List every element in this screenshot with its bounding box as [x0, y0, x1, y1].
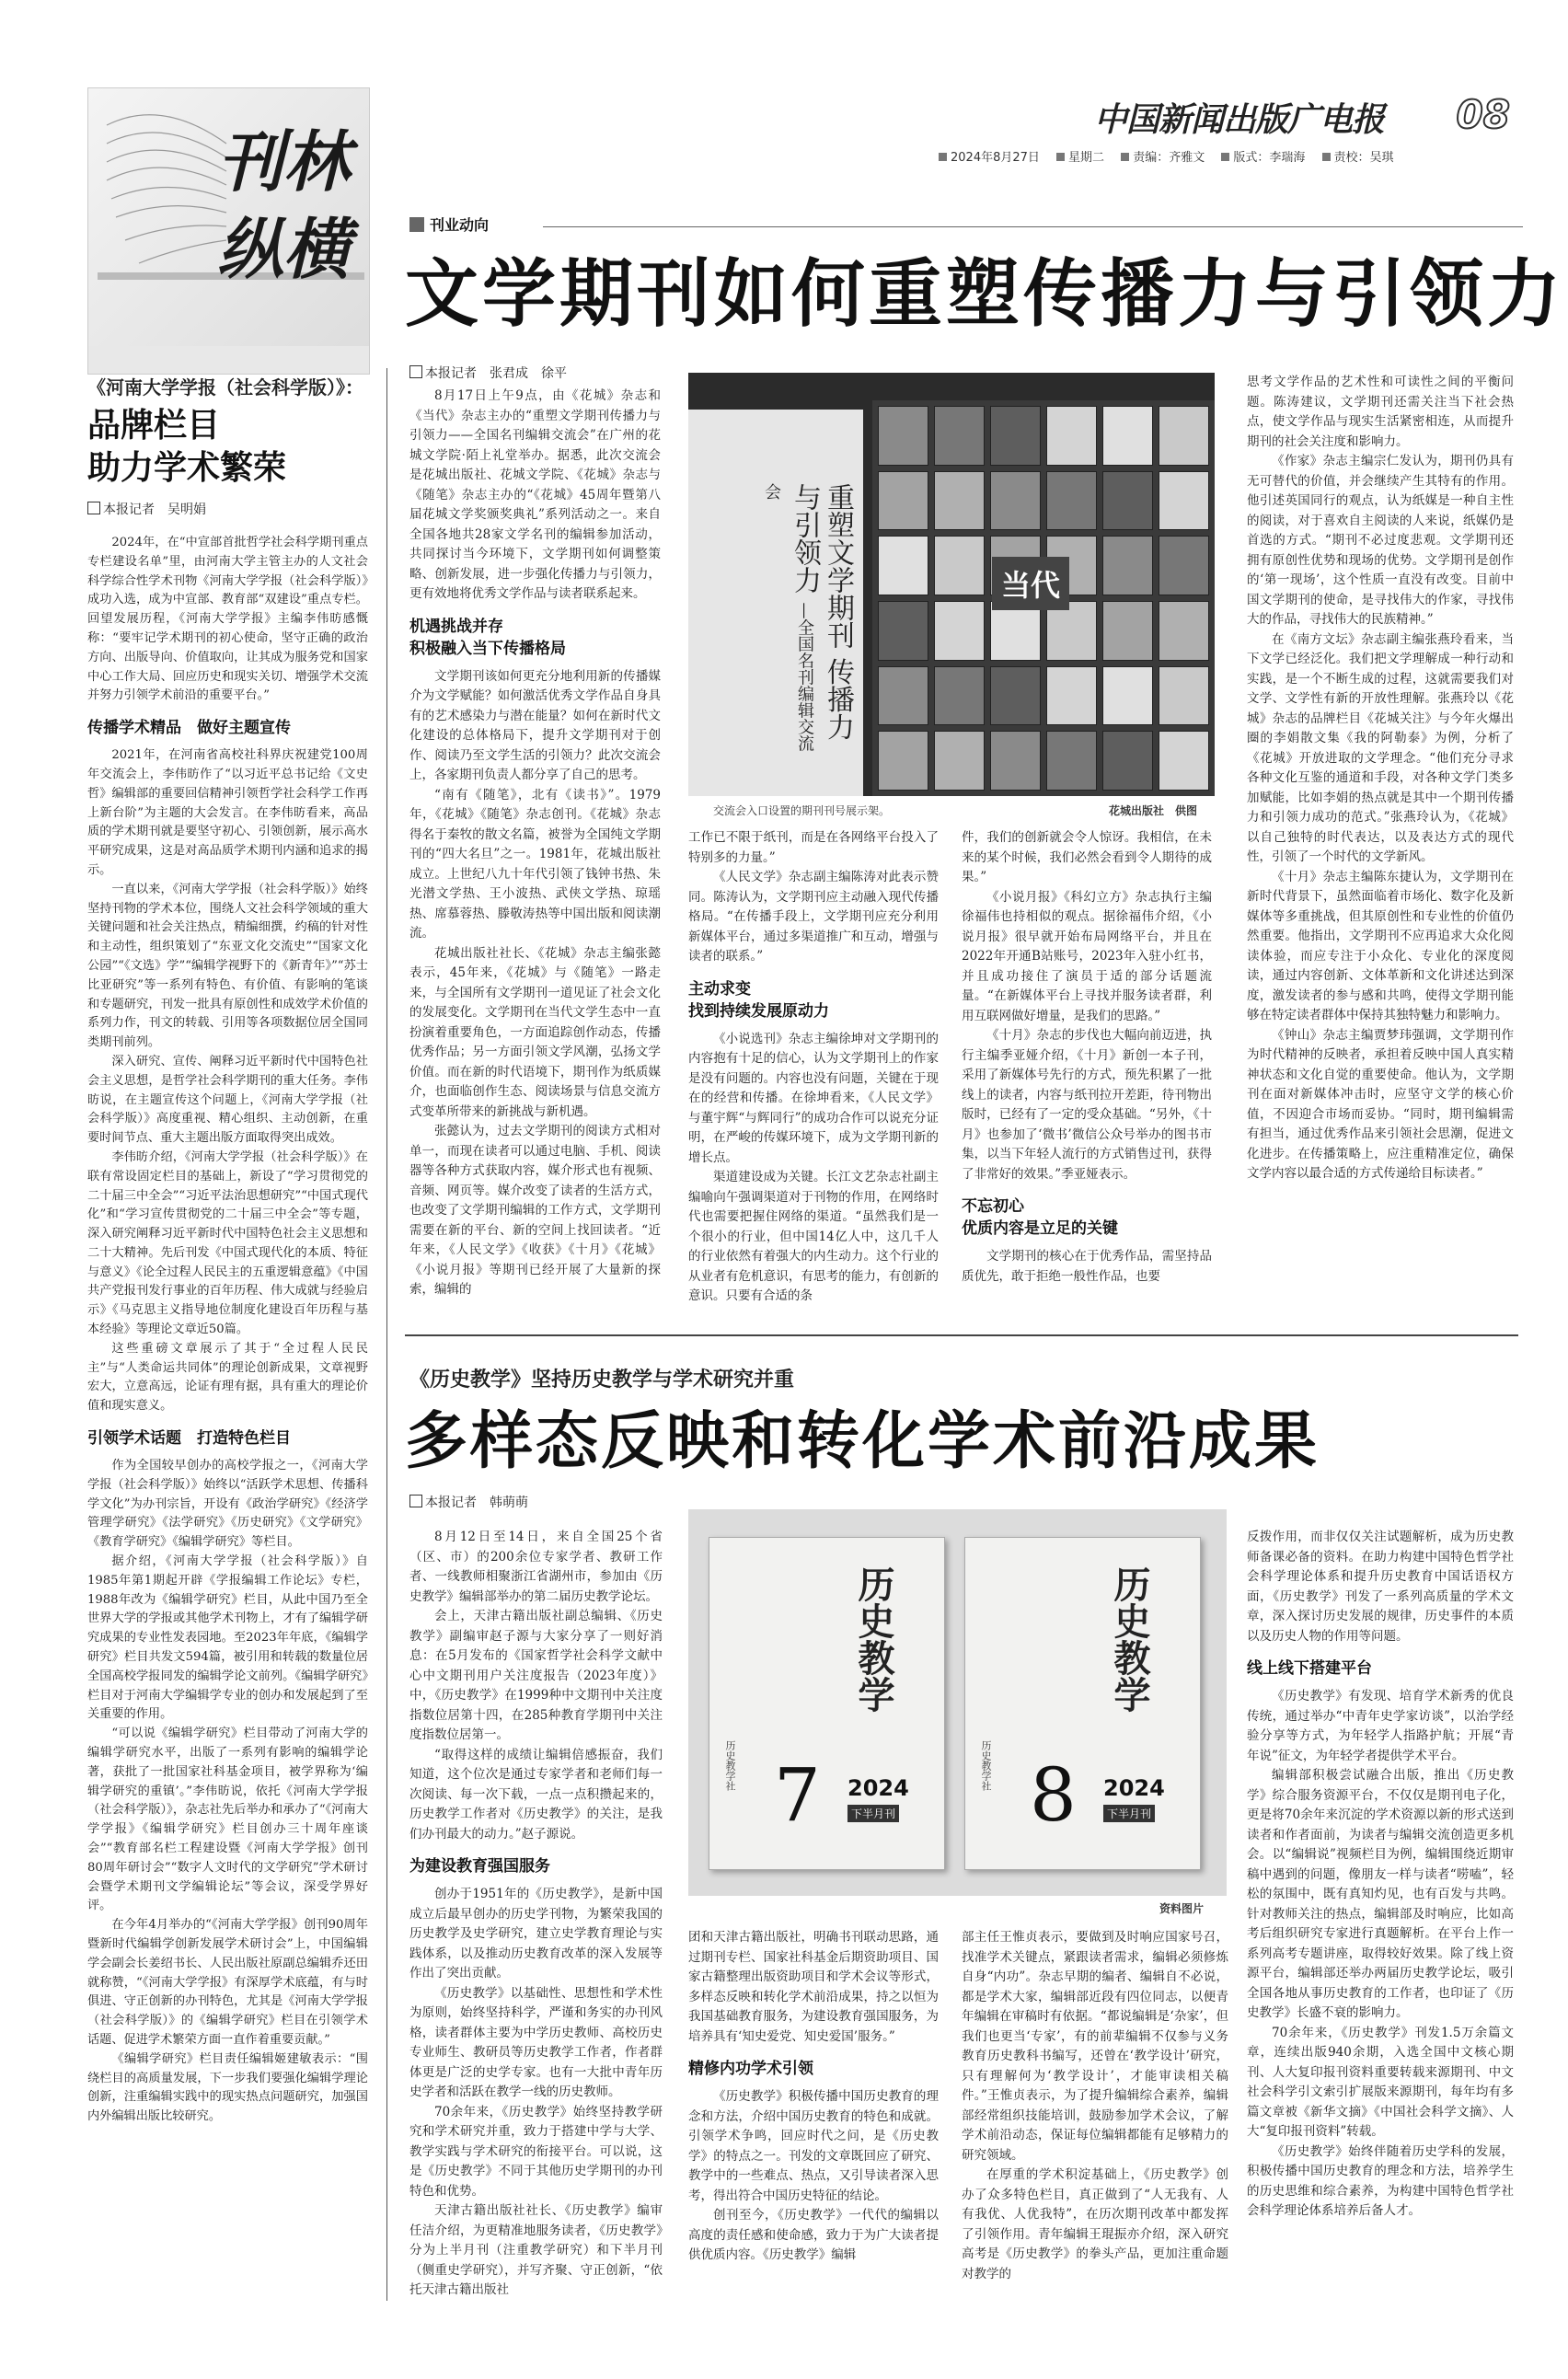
- lead-col-2: [688, 828, 939, 1307]
- rack-magazine: [1159, 666, 1209, 726]
- second-paragraph: 创办于1951年的《历史教学》，是新中国成立后最早创办的历史学刊物，为繁荣我国的历史教学及史学研究，建立史学教育理论与实践体系，以及推动历史教育改革的深入发展等作出了突出贡献。: [409, 1887, 663, 1981]
- lead-paragraph: 《钟山》杂志主编贾梦玮强调，文学期刊作为时代精神的反映者，承担着反映中国人真实精神状态和文化自觉的重要使命。他认为，文学期刊在面对新媒体冲击时，应坚守文学的核心价值，不因迎合市场而妥协。“同时，期刊编辑需有担当，通过优秀作品来引领社会思潮，促进文化进步。在传播策略上，应注重精准定位，确保文学内容以最合适的方式传递给目标读者。”: [1247, 1027, 1514, 1181]
- covers-image: [688, 1509, 1227, 1896]
- sidebar-paragraph: 《编辑学研究》栏目责任编辑姬建敏表示：“围绕栏目的高质量发展，下一步我们要强化编辑学理论创新，注重编辑实践中的现实热点问题研究，加强国内外编辑出版比较研究。: [87, 2051, 368, 2124]
- column-logo: [87, 87, 370, 375]
- lead-photo: [688, 373, 1215, 796]
- section-tag-label: 刊业动向: [430, 216, 490, 234]
- sidebar-subhead-1: 传播学术精品 做好主题宣传: [87, 719, 291, 738]
- second-paragraph: 反拨作用，而非仅仅关注试题解析，成为历史教师备课必备的资料。在助力构建中国特色哲学社会科学理论体系和提升历史教育中国话语权方面，《历史教学》刊发了一系列高质量的学术文章，深入探讨历史发展的规律，历史事件的本质以及历史人物的作用等问题。: [1247, 1530, 1514, 1644]
- sidebar-paragraph: 2024年，在“中宣部首批哲学社会科学期刊重点专栏建设名单”里，由河南大学主管主办的人文社会科学综合性学术刊物《河南大学学报（社会科学版）》成功入选，成为中宣部、教育部“双建设”重点专栏。回望发展历程，《河南大学学报》主编李伟昉感慨称：“要牢记学术期刊的初心使命，坚守正确的政治方向、出版导向、价值取向，让其成为服务党和国家中心工作大局、回应历史和现实关切、增强学术交流并努力引领学术前沿的重要平台。”: [87, 536, 368, 703]
- lead-paragraph: 工作已不限于纸刊，而是在各网络平台投入了特别多的力量。”: [688, 830, 939, 865]
- rack-magazine: [990, 731, 1041, 791]
- second-subhead-3: 线上线下搭建平台: [1247, 1659, 1372, 1678]
- second-paragraph: 创刊至今，《历史教学》一代代的编辑以高度的责任感和使命感，致力于为广大读者提供优质内容。《历史教学》编辑: [688, 2208, 939, 2262]
- second-paragraph: “取得这样的成绩让编辑倍感振奋，我们知道，这个位次是通过专家学者和老师们每一次阅读、每一次下载，一点一点积攒起来的，历史教学工作者对《历史教学》的关注，是我们办刊最大的动力。”赵子源说。: [409, 1747, 663, 1842]
- second-paragraph: 《历史教学》积极传播中国历史教育的理念和方法，介绍中国历史教育的特色和成就。引领学术争鸣，回应时代之问，是《历史教学》的特点之一。刊发的文章既回应了研究、教学中的一些难点、热点，又引导读者深入思考，得出符合中国历史特征的结论。: [688, 2089, 939, 2203]
- lead-paragraph: 张懿认为，过去文学期刊的阅读方式相对单一，而现在读者可以通过电脑、手机、阅读器等各种方式获取内容，媒介形式也有视频、音频、网页等。媒介改变了读者的生活方式，也改变了文学期刊编辑的工作方式，文学期刊需要在新的平台、新的空间上找回读者。“近年来，《人民文学》《收获》《十月》《花城》《小说月报》等期刊已经开展了大量新的探索，编辑的: [409, 1124, 661, 1297]
- sidebar-title: 品牌栏目 助力学术繁荣: [87, 407, 287, 487]
- rack-magazine: [934, 406, 985, 466]
- rack-magazine: [1159, 731, 1209, 791]
- rack-magazine: [990, 666, 1041, 726]
- rack-magazine: [1159, 601, 1209, 661]
- sidebar-byline: [87, 500, 206, 518]
- column-logo-line2: 纵横: [217, 211, 351, 288]
- second-paragraph: 在厚重的学术积淀基础上，《历史教学》创办了众多特色栏目，真正做到了“人无我有、人有我优、人优我特”，在历次期刊改革中都发挥了引领作用。青年编辑王琨振亦介绍，深入研究高考是《历史教学》的拳头产品，更加注重命题对教学的: [962, 2167, 1228, 2281]
- sidebar-paragraph: 在今年4月举办的“《河南大学学报》创刊90周年暨新时代编辑学创新发展学术研讨会”上，中国编辑学会副会长姜绍书长、人民出版社原副总编辑乔还田就称赞，“《河南大学学报》有深厚学术底蕴，有与时俱进、守正创新的办刊特色，尤其是《河南大学学报（社会科学版）》的《编辑学研究》栏目在引领学术话题、促进学术繁荣方面一直作着重要贡献。”: [87, 1918, 368, 2047]
- lead-byline-text: 本报记者 张君成 徐平: [425, 366, 567, 381]
- sidebar-paragraph: 作为全国较早创办的高校学报之一，《河南大学学报（社会科学版）》始终以“活跃学术思想、传播科学文化”为办刊宗旨，开设有《政治学研究》《经济学管理学研究》《法学研究》《历史研究》《文学研究》《教育学研究》《编辑学研究》等栏目。: [87, 1459, 368, 1550]
- lead-col-3: [962, 828, 1212, 1287]
- rack-magazine: [1102, 666, 1153, 726]
- page-number: 08: [1456, 92, 1510, 137]
- issue-weekday: 星期二: [1068, 151, 1105, 165]
- lead-col-1: [409, 387, 661, 1300]
- second-paragraph: 团和天津古籍出版社，明确书刊联动思路，通过期刊专栏、国家社科基金后期资助项目、国家古籍整理出版资助项目和学术会议等形式，多样态反映和转化学术前沿成果，持之以恒为我国基础教育服务，为建设教育强国服务，为培养具有‘知史爱党、知史爱国’服务。”: [688, 1930, 939, 2044]
- second-paragraph: 70余年来，《历史教学》始终坚持教学研究和学术研究并重，致力于搭建中学与大学、教学实践与学术研究的衔接平台。可以说，这是《历史教学》不同于其他历史学期刊的办刊特色和优势。: [409, 2104, 663, 2199]
- lead-paragraph: 《小说月报》《科幻立方》杂志执行主编徐福伟也持相似的观点。据徐福伟介绍，《小说月报》很早就开始布局网络平台，并且在2022年开通B站账号，2023年入驻小红书，并且成功接住了演员于适的部分话题流量。“在新媒体平台上寻找并服务读者群，利用互联网做好增量，是我们的思路。”: [962, 889, 1212, 1023]
- section-tag: [409, 214, 489, 235]
- rack-magazine: [1046, 666, 1097, 726]
- second-paragraph: 《历史教学》有发现、培育学术新秀的优良传统，通过举办“中青年史学家访谈”，以治学经验分享等方式，为年轻学人指路护航；开展“青年说”征文，为年轻学者提供学术平台。: [1247, 1689, 1514, 1763]
- designer: 版式：李瑞海: [1233, 151, 1306, 165]
- second-col-4: [1247, 1528, 1514, 2222]
- cover-1-year: 2024: [847, 1775, 909, 1801]
- second-byline-text: 本报记者 韩萌萌: [425, 1496, 528, 1510]
- rack-magazine: [1046, 406, 1097, 466]
- rack-magazine: [1102, 601, 1153, 661]
- lead-paragraph: 思考文学作品的艺术性和可读性之间的平衡问题。陈涛建议，文学期刊还需关注当下社会热点，使文学作品与现实生活紧密相连，从而提升期刊的社会关注度和影响力。: [1247, 375, 1514, 449]
- editor: 责编：齐雅文: [1133, 151, 1205, 165]
- second-col-2: [688, 1928, 939, 2266]
- rack-magazine: [990, 406, 1041, 466]
- lead-title: 文学期刊如何重塑传播力与引领力: [405, 251, 1564, 337]
- sidebar-divider: [386, 368, 387, 2301]
- rack-magazine: [1102, 536, 1153, 595]
- lead-paragraph: 《作家》杂志主编宗仁发认为，期刊仍具有无可替代的价值，并会继续产生其特有的作用。他引述英国同行的观点，认为纸媒是一种自主性的阅读，对于喜欢自主阅读的人来说，纸媒仍是首选的方式。“期刊不必过度悲观。文学期刊还拥有原创性优势和现场的优势。文学期刊是创作的‘第一现场’，这个性质一直没有改变。目前中国文学期刊的使命，是寻找伟大的作家，寻找伟大的作品，寻找伟大的民族精神。”: [1247, 454, 1514, 627]
- cover-2-subtitle: 下半月刊: [1103, 1805, 1155, 1822]
- cover-2-issue-number: 8: [1030, 1752, 1077, 1838]
- rack-magazine: [1102, 471, 1153, 531]
- lead-photo-caption: 交流会入口设置的期刊刊号展示架。: [713, 804, 891, 817]
- rack-magazine: [878, 536, 928, 595]
- lead-paragraph: 《小说选刊》杂志主编徐坤对文学期刊的内容抱有十足的信心，认为文学期刊上的作家是没有问题的。内容也没有问题，关键在于现在的经营和传播。在徐坤看来，《人民文学》与董宇辉“与辉同行”的成功合作可以说充分证明，在严峻的传媒环境下，成为文学期刊新的增长点。: [688, 1031, 939, 1165]
- rack-magazine: [1102, 406, 1153, 466]
- rack-magazine: [934, 471, 985, 531]
- second-paragraph: 70余年来，《历史教学》刊发1.5万余篇文章，连续出版940余期，入选全国中文核心期刊、人大复印报刊资料重要转载来源期刊、中文社会科学引文索引扩展版来源期刊，每年均有多篇文章被《新华文摘》《中国社会科学文摘》、人大“复印报刊资料”转载。: [1247, 2025, 1514, 2139]
- second-paragraph: 天津古籍出版社社长、《历史教学》编审任洁介绍，为更精准地服务读者，《历史教学》分为上半月刊（注重教学研究）和下半月刊（侧重史学研究），并写齐聚、守正创新，“依托天津古籍出版社: [409, 2203, 663, 2297]
- lead-byline: [409, 364, 567, 382]
- issue-date: 2024年8月27日: [951, 151, 1040, 165]
- second-paragraph: 《历史教学》始终伴随着历史学科的发展，积极传播中国历史教育的理念和方法，培养学生的历史思维和综合素养，为构建中国特色哲学社会科学理论体系培养后备人才。: [1247, 2143, 1514, 2218]
- sidebar-paragraph: 这些重磅文章展示了其于“全过程人民民主”与“人类命运共同体”的理论创新成果，文章视野宏大，立意高远，论证有理有据，具有重大的理论价值和现实意义。: [87, 1341, 368, 1414]
- rack-magazine: [934, 536, 985, 595]
- lead-paragraph: 《十月》杂志主编陈东捷认为，文学期刊在新时代背景下，虽然面临着市场化、数字化及新媒体等多重挑战，但其原创性和专业性的价值仍然重要。他指出，文学期刊不应再追求大众化阅读体验，而应专注于小众化、专业化的深度阅读，通过内容创新、文体革新和文化讲述达到深度，激发读者的参与感和共鸣，使得文学期刊能够在特定读者群体中保持其独特魅力和影响力。: [1247, 869, 1514, 1022]
- sidebar-paragraph: 2021年，在河南省高校社科界庆祝建党100周年交流会上，李伟昉作了“以习近平总书记给《文史哲》编辑部的重要回信精神引领哲学社会科学工作再上新台阶”为主题的大会发言。在李伟昉看来，高品质的学术期刊就是要坚守初心、引领创新，展示高水平研究成果，这是对高品质学术期刊内涵和追求的揭示。: [87, 748, 368, 877]
- rack-magazine: [1159, 471, 1209, 531]
- sidebar-paragraph: 李伟昉介绍，《河南大学学报（社会科学版）》在联有常设固定栏目的基础上，新设了“学习贯彻党的二十届三中全会”“习近平法治思想研究”“中国式现代化”和“学习宣传贯彻党的二十届三中全会”等专题，深入研究阐释习近平新时代中国特色社会主义思想和二十大精神。先后刊发《中国式现代化的本质、特征与意义》《论全过程人民民主的五重逻辑意蕴》《中国共产党报刊发行事业的百年历程、伟大成就与经验启示》《马克思主义指导地位制度化建设百年历程与基本经验》等理论文章近50篇。: [87, 1149, 368, 1337]
- photo-banner-line2: 传播力与引领力: [789, 483, 854, 741]
- sidebar-paragraph: 一直以来，《河南大学学报（社会科学版）》始终坚持刊物的学术本位，围绕人文社会科学领域的重大关键问题和社会关注热点，精编细撰，约稿的针对性和主动性，组织策划了“东亚文化交流史”“国家文化公园”“《文选》学”“编辑学视野下的《新青年》”“苏士比亚研究”等一系列有特色、有价值、有影响的笔谈和专题研究，刊发一批具有原创性和成效学术价值的系列力作，刊文的转载、引用等各项数据位居全国同类期刊前列。: [87, 882, 368, 1050]
- photo-banner-line3: —全国名刊编辑交流会: [762, 483, 814, 752]
- covers-image-credit: 资料图片: [1159, 1902, 1205, 1915]
- lead-paragraph: 件，我们的创新就会令人惊讶。我相信，在未来的某个时候，我们必然会看到令人期待的成果。”: [962, 830, 1212, 884]
- second-subhead-2: 精修内功学术引领: [688, 2060, 813, 2078]
- rack-magazine: [1159, 536, 1209, 595]
- sidebar-kicker: 《河南大学学报（社会科学版）》：: [87, 376, 363, 398]
- second-byline: [409, 1493, 528, 1511]
- magazine-cover-1: [709, 1537, 945, 1870]
- rack-magazine: [934, 666, 985, 726]
- second-col-3: [962, 1928, 1228, 2284]
- lead-paragraph: 文学期刊的核心在于优秀作品，需坚持品质优先，敢于拒绝一般性作品，也要: [962, 1249, 1212, 1284]
- second-paragraph: 编辑部积极尝试融合出版，推出《历史教学》综合服务资源平台，不仅仅是期刊电子化，更是将70余年来沉淀的学术资源以新的形式送到读者和作者面前，为读者与编辑交流创造更多机会。以“编辑说”视频栏目为例，编辑围绕近期审稿中遇到的问题，像朋友一样与读者“唠嗑”，轻松的氛围中，既有真知灼见，也有百发与共鸣。针对教师关注的热点，编辑部及时响应，比如高考后组织研究专家进行真题解析。在平台上作一系列高考专题讲座，取得较好效果。除了线上资源平台，编辑部还举办两届历史教学论坛，吸引全国各地从事历史教育的工作者，也印证了《历史教学》长盛不衰的影响力。: [1247, 1768, 1514, 2020]
- cover-1-subtitle: 下半月刊: [847, 1805, 899, 1822]
- rack-magazine: [1046, 471, 1097, 531]
- cover-1-issue-number: 7: [774, 1752, 821, 1838]
- lead-top-rule: [543, 226, 1523, 227]
- rack-magazine: [934, 601, 985, 661]
- magazine-cover-2: [964, 1537, 1201, 1870]
- lead-col-4: [1247, 373, 1514, 1184]
- rack-magazine: [878, 471, 928, 531]
- cover-1-publisher: 历史教学社: [724, 1740, 736, 1791]
- lead-subhead-3: 不忘初心 优质内容是立足的关键: [962, 1197, 1118, 1238]
- rack-magazine: [878, 406, 928, 466]
- second-paragraph: 会上，天津古籍出版社副总编辑、《历史教学》副编审赵子源与大家分享了一则好消息：在5月发布的《国家哲学社会科学文献中心中文期刊用户关注度报告（2023年度）》中，《历史教学》在1999种中文期刊中关注度指数位居第十四，在285种教育学期刊中关注度指数位居第一。: [409, 1609, 663, 1742]
- rack-magazine: [990, 471, 1041, 531]
- column-logo-line1: 刊林: [217, 123, 351, 201]
- lead-paragraph: 《十月》杂志的步伐也大幅向前迈进，执行主编季亚娅介绍，《十月》新创一本子刊，采用了新媒体号先行的方式，预先积累了一批线上的读者，内容与纸刊拉开差距，待刊物出版时，已经有了一定的受众基础。“另外，《十月》也参加了‘微书’微信公众号举办的图书市集，以当下年轻人流行的方式销售过刊，获得了非常好的效果。”季亚娅表示。: [962, 1028, 1212, 1182]
- sidebar-byline-text: 本报记者 吴明娟: [103, 502, 206, 517]
- cover-1-title: 历史教学: [852, 1565, 895, 1713]
- rack-magazine: [1159, 406, 1209, 466]
- second-paragraph: 8月12日至14日，来自全国25个省（区、市）的200余位专家学者、教研工作者、一线教师相聚浙江省湖州市，参加由《历史教学》编辑部举办的第二届历史教学论坛。: [409, 1530, 663, 1604]
- proofreader: 责校：吴琪: [1333, 151, 1394, 165]
- rack-magazine: [878, 666, 928, 726]
- lead-subhead-1: 机遇挑战并存 积极融入当下传播格局: [409, 617, 566, 658]
- lead-paragraph: 8月17日上午9点，由《花城》杂志和《当代》杂志主办的“重塑文学期刊传播力与引领力——全国名刊编辑交流会”在广州的花城文学院·陌上礼堂举办。据悉，此次交流会是花城出版社、花城文学院、《花城》杂志与《随笔》杂志主办的“《花城》45周年暨第八届花城文学奖颁奖典礼”系列活动之一。来自全国各地共28家文学名刊的编辑参加活动，共同探讨当今环境下，文学期刊如何调整策略、创新发展，进一步强化传播力与引领力，更有效地将优秀文学作品与读者联系起来。: [409, 388, 661, 601]
- cover-2-year: 2024: [1103, 1775, 1165, 1801]
- lead-paragraph: 渠道建设成为关键。长江文艺杂志社副主编喻向午强调渠道对于刊物的作用，在网络时代也需要把握住网络的渠道。“虽然我们是一个很小的行业，但中国14亿人中，这几千人的行业依然有着强大的内生动力。这个行业的从业者有危机意识，有思考的能力，有创新的意识。只要有合适的条: [688, 1170, 939, 1303]
- rack-magazine: [878, 601, 928, 661]
- sidebar-paragraph: 据介绍，《河南大学学报（社会科学版）》自1985年第1期起开辟《学报编辑工作论坛》专栏，1988年改为《编辑学研究》栏目，从此中国乃至全世界大学的学报或其他学术刊物上，才有了编辑学研究成果的专业性发表园地。至2023年年底，《编辑学研究》栏目共发文594篇，被引用和转载的数量位居全国高校学报同发的编辑学论文前列。《编辑学研究》栏目对于河南大学编辑学专业的创办和发展起到了至关重要的作用。: [87, 1554, 368, 1722]
- rack-magazine: [1046, 731, 1097, 791]
- lead-paragraph: 在《南方文坛》杂志副主编张燕玲看来，当下文学已经泛化。我们把文学理解成一种行动和实践，是一个不断生成的过程，这就需要我们对文学、文学性有新的开放性理解。张燕玲以《花城》杂志的品牌栏目《花城关注》与今年火爆出圈的李娟散文集《我的阿勒泰》为例，分析了《花城》开放进取的文学理念。“他们充分寻求各种文化互鉴的通道和手段，对各种文学门类多加赋能，比如李娟的热点就是其中一个期刊传播力和引领力成功的范式。”张燕玲认为，《花城》以自己独特的时代表达，以及表达方式的现代性，引领了一个时代的文学新风。: [1247, 631, 1514, 864]
- second-col-1: [409, 1528, 663, 2301]
- photo-magazine-label: 当代: [992, 557, 1069, 610]
- cover-2-title: 历史教学: [1108, 1565, 1151, 1713]
- lead-photo-credit: 花城出版社 供图: [1109, 804, 1198, 817]
- second-paragraph: 《历史教学》以基础性、思想性和学术性为原则，始终坚持科学，严谨和务实的办刊风格，读者群体主要为中学历史教师、高校历史专业师生、教研员等历史教学工作者，作者群体更是广泛的史学专家。也有一大批中青年历史学者和活跃在教学一线的历史教师。: [409, 1985, 663, 2099]
- article-divider: [405, 1334, 1518, 1336]
- sidebar-paragraph: 深入研究、宣传、阐释习近平新时代中国特色社会主义思想，是哲学社会科学期刊的重大任务。李伟昉说，在主题宣传这个问题上，《河南大学学报（社会科学版）》高度重视、精心组织、主动创新，在重要时间节点、重大主题出版方面取得突出成效。: [87, 1054, 368, 1146]
- second-title: 多样态反映和转化学术前沿成果: [405, 1405, 1320, 1478]
- rack-magazine: [1102, 731, 1153, 791]
- lead-paragraph: 文学期刊该如何更充分地利用新的传播媒介为文学赋能？如何激活优秀文学作品自身具有的艺术感染力与潜在能量？如何在新时代文化建设的总体格局下，提升文学期刊对于创作、阅读乃至文学生活的引领力？此次交流会上，各家期刊负责人都分享了自己的思考。: [409, 668, 661, 782]
- masthead-info-bar: [939, 147, 1514, 166]
- cover-2-publisher: 历史教学社: [980, 1740, 992, 1791]
- photo-banner-title: [707, 483, 854, 759]
- lead-paragraph: “南有《随笔》，北有《读书》”。1979年，《花城》《随笔》杂志创刊。《花城》杂志得名于秦牧的散文名篇，被誉为全国纯文学期刊的“四大名旦”之一。1981年，花城出版社成立。上世纪八九十年代引领了钱钟书热、朱光潜文学热、王小波热、武侠文学热、琼瑶热、席慕蓉热、滕敬涛热等中国出版和阅读潮流。: [409, 787, 661, 941]
- sidebar-subhead-2: 引领学术话题 打造特色栏目: [87, 1429, 291, 1449]
- sidebar-paragraph: “可以说《编辑学研究》栏目带动了河南大学的编辑学研究水平，出版了一系列有影响的编辑学论著，获批了一批国家社科基金项目，被学界称为‘编辑学研究的重镇’。”李伟昉说，依托《河南大学学报（社会科学版）》，杂志社先后举办和承办了“《河南大学学报》《编辑学研究》栏目创办三十周年座谈会”“教育部名栏工程建设暨《河南大学学报》创刊80周年研讨会”“数字人文时代的文学研究”学术研讨会暨学术期刊文学编辑论坛”等会议，深受学界好评。: [87, 1727, 368, 1913]
- rack-magazine: [878, 731, 928, 791]
- lead-paragraph: 《人民文学》杂志副主编陈涛对此表示赞同。陈涛认为，文学期刊应主动融入现代传播格局。“在传播手段上，文学期刊应充分利用新媒体平台，通过多渠道推广和互动，增强与读者的联系。”: [688, 870, 939, 964]
- lead-subhead-2: 主动求变 找到持续发展原动力: [688, 979, 829, 1021]
- second-paragraph: 部主任王惟贞表示，要做到及时响应国家号召，找准学术关键点，紧跟读者需求，编辑必须修炼自身“内功”。杂志早期的编者、编辑自不必说，都是学术大家，编辑部近段有四位同志，以便青年编辑在审稿时有依据。“都说编辑是‘杂家’，但我们也更当‘专家’，有的前辈编辑不仅参与义务教育历史教科书编写，还曾在‘教学设计’研究，只有理解何为‘教学设计’，才能审读相关稿件。”王惟贞表示，为了提升编辑综合素养，编辑部经常组织技能培训，鼓励参加学术会议，了解学术前沿动态，保证每位编辑都能有足够精力的研究领域。: [962, 1930, 1228, 2163]
- lead-paragraph: 花城出版社社长、《花城》杂志主编张懿表示，45年来，《花城》与《随笔》一路走来，与全国所有文学期刊一道见证了社会文化的发展变化。文学期刊在当代文学生态中一直扮演着重要角色，一方面追踪创作动态，传播优秀作品；另一方面引领文学风潮，弘扬文学价值。而在新的时代语境下，期刊作为纸质媒介，也面临创作生态、阅读场景与信息交流方式变革所带来的新挑战与新机遇。: [409, 945, 661, 1119]
- newspaper-name: 中国新闻出版广电报: [1094, 100, 1385, 139]
- photo-banner-line1: 重塑文学期刊: [822, 483, 854, 649]
- second-kicker: 《历史教学》坚持历史教学与学术研究并重: [409, 1369, 795, 1392]
- sidebar-body: [87, 534, 368, 2127]
- second-subhead-1: 为建设教育强国服务: [409, 1857, 550, 1876]
- rack-magazine: [934, 731, 985, 791]
